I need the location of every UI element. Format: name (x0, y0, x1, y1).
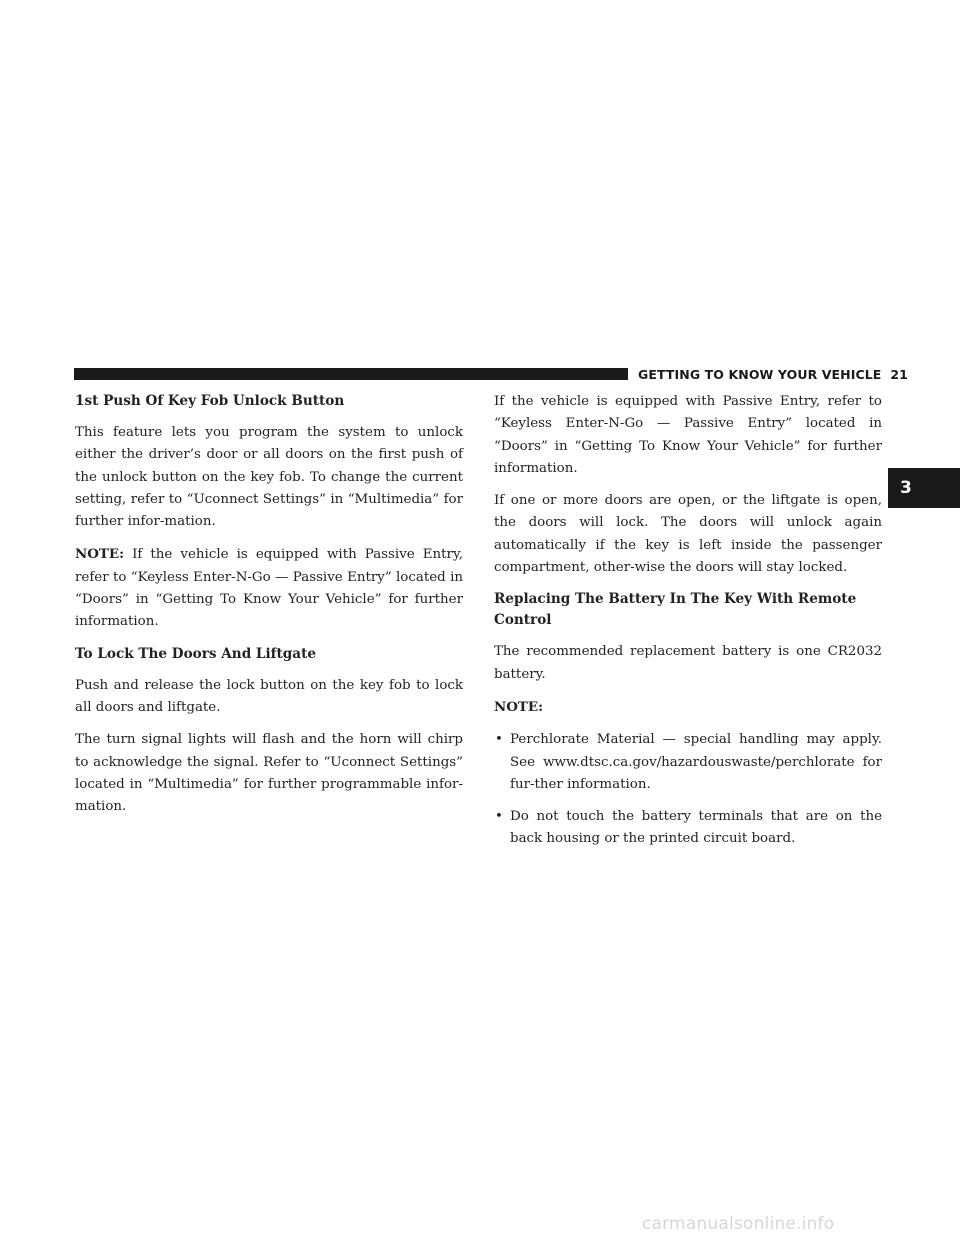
paragraph-turn-signal: The turn signal lights will flash and the horn will chirp to acknowledge the signal. Refer to “Uconnect Settings” located in “Multimedia” for further programmable infor-mation. (75, 732, 463, 815)
heading-lock-doors: To Lock The Doors And Liftgate (75, 645, 317, 662)
header-rule (74, 368, 628, 380)
running-header (638, 367, 908, 383)
paragraph-passive-entry: If the vehicle is equipped with Passive Entry, refer to “Keyless Enter-N-Go — Passive Entry” located in “Doors” in “Getting To Know Your Vehicle” for further information. (494, 394, 882, 476)
page-number: 21 (890, 367, 908, 382)
chapter-tab: 3 (888, 468, 960, 508)
bullet-text: Do not touch the battery terminals that are on the back housing or the printed circuit board. (510, 809, 882, 847)
note-text: If the vehicle is equipped with Passive Entry, refer to “Keyless Enter-N-Go — Passive Entry” located in “Doors” in “Getting To Know Your Vehicle” for further information. (75, 547, 463, 630)
note-label: NOTE: (494, 698, 544, 715)
bullet-icon: • (495, 809, 503, 825)
paragraph-lock-button: Push and release the lock button on the key fob to lock all doors and liftgate. (75, 677, 463, 715)
note-label-battery (494, 696, 882, 719)
list-item (494, 729, 882, 796)
heading-replacing-battery: Replacing The Battery In The Key With Remote Control (494, 591, 857, 629)
paragraph-first-push: This feature lets you program the system to unlock either the driver’s door or all doors on the first push of the unlock button on the key fob. To change the current setting, refer to “Uconnect Settings” in “Multimedia” for further infor-mation. (75, 425, 463, 530)
note-passive-entry (75, 543, 463, 633)
note-label: NOTE: (75, 546, 125, 563)
paragraph-doors-open: If one or more doors are open, or the liftgate is open, the doors will lock. The doors will unlock again automatically if the key is left inside the passenger compartment, other-wise the doors will stay locked. (494, 493, 882, 576)
paragraph-battery-type: The recommended replacement battery is one CR2032 battery. (494, 644, 882, 682)
heading-first-push: 1st Push Of Key Fob Unlock Button (75, 393, 345, 409)
header-title: GETTING TO KNOW YOUR VEHICLE (638, 367, 882, 382)
left-column (75, 391, 463, 828)
watermark: carmanualsonline.info (642, 1214, 835, 1234)
right-column (494, 391, 882, 861)
bullet-text: Perchlorate Material — special handling may apply. See www.dtsc.ca.gov/hazardouswaste/perchlorate for fur-ther information. (510, 732, 882, 792)
list-item (494, 806, 882, 851)
bullet-icon: • (495, 732, 503, 748)
